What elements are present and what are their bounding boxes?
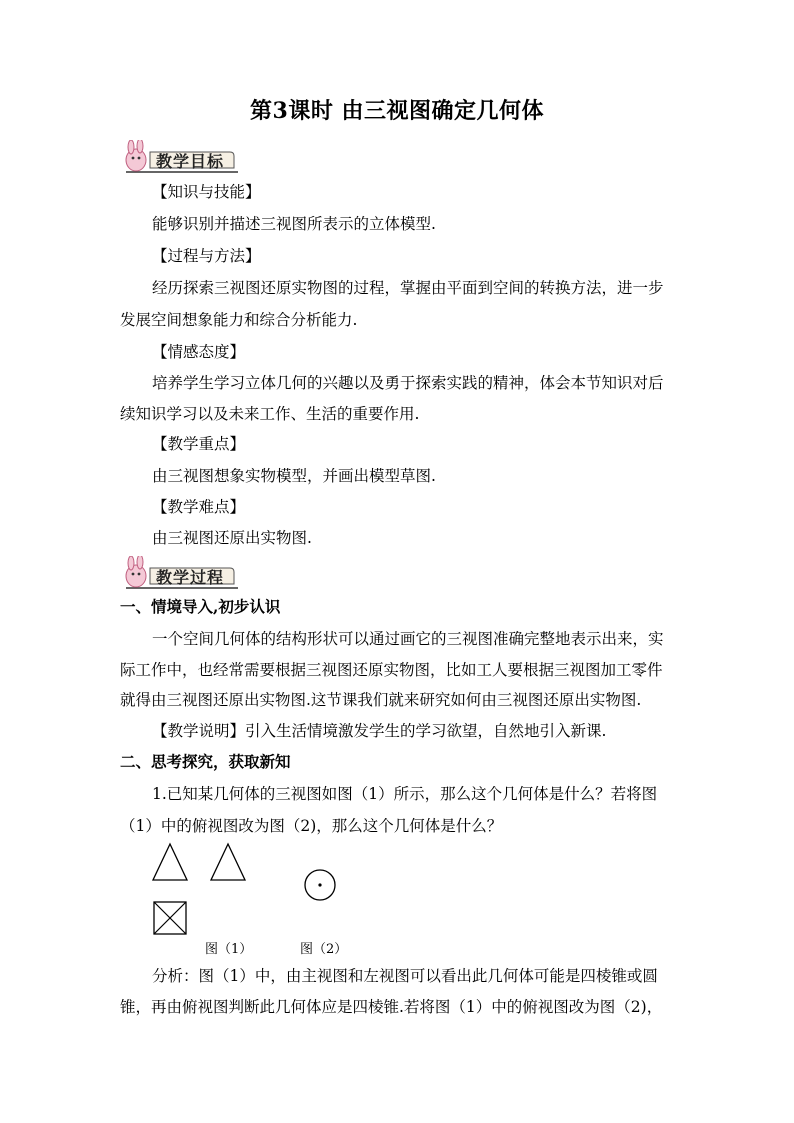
section-1-heading: 一、情境导入,初步认识: [120, 597, 281, 616]
question-1-line-2: （1）中的俯视图改为图（2)，那么这个几何体是什么？: [120, 817, 503, 835]
figure-2-caption: 图（2）: [300, 942, 348, 957]
section-2-heading: 二、思考探究，获取新知: [120, 752, 291, 771]
front-view-triangle: [153, 844, 187, 880]
section-banner-process: [118, 556, 240, 592]
knowledge-text: 能够识别并描述三视图所表示的立体模型.: [152, 215, 436, 233]
difficulty-text: 由三视图还原出实物图.: [152, 529, 312, 547]
figure-1-caption: 图（1）: [205, 942, 253, 957]
side-view-triangle: [211, 844, 245, 880]
section-banner-objectives: [118, 140, 240, 176]
attitude-text-2: 续知识学习以及未来工作、生活的重要作用.: [120, 405, 420, 423]
knowledge-heading: 【知识与技能】: [152, 183, 261, 201]
process-method-text-2: 发展空间想象能力和综合分析能力.: [120, 311, 358, 329]
key-point-heading: 【教学重点】: [152, 435, 246, 453]
attitude-text-1: 培养学生学习立体几何的兴趣以及勇于探索实践的精神，体会本节知识对后: [152, 374, 664, 392]
attitude-heading: 【情感态度】: [152, 343, 246, 361]
section-1-para-2: 际工作中，也经常需要根据三视图还原实物图，比如工人要根据三视图加工零件: [120, 661, 663, 679]
process-method-text-1: 经历探索三视图还原实物图的过程，掌握由平面到空间的转换方法，进一步: [152, 279, 664, 297]
section-1-para-3: 就得由三视图还原出实物图.这节课我们就来研究如何由三视图还原出实物图.: [120, 691, 642, 709]
question-1-line-1: 1.已知某几何体的三视图如图（1）所示，那么这个几何体是什么？若将图: [152, 785, 658, 803]
difficulty-heading: 【教学难点】: [152, 498, 246, 516]
teaching-note: 【教学说明】引入生活情境激发学生的学习欲望，自然地引入新课.: [152, 722, 607, 740]
section-label-objectives: 教学目标: [156, 152, 225, 171]
page-title: 第3课时 由三视图确定几何体: [250, 98, 544, 124]
analysis-line-1: 分析：图（1）中，由主视图和左视图可以看出此几何体可能是四棱锥或圆: [152, 967, 658, 985]
section-1-para-1: 一个空间几何体的结构形状可以通过画它的三视图准确完整地表示出来，实: [152, 630, 664, 648]
key-point-text: 由三视图想象实物模型，并画出模型草图.: [152, 467, 436, 485]
three-view-figures: [150, 842, 350, 942]
section-label-process: 教学过程: [156, 568, 225, 587]
process-method-heading: 【过程与方法】: [152, 247, 261, 265]
analysis-line-2: 锥，再由俯视图判断此几何体应是四棱锥.若将图（1）中的俯视图改为图（2)，: [120, 998, 663, 1016]
